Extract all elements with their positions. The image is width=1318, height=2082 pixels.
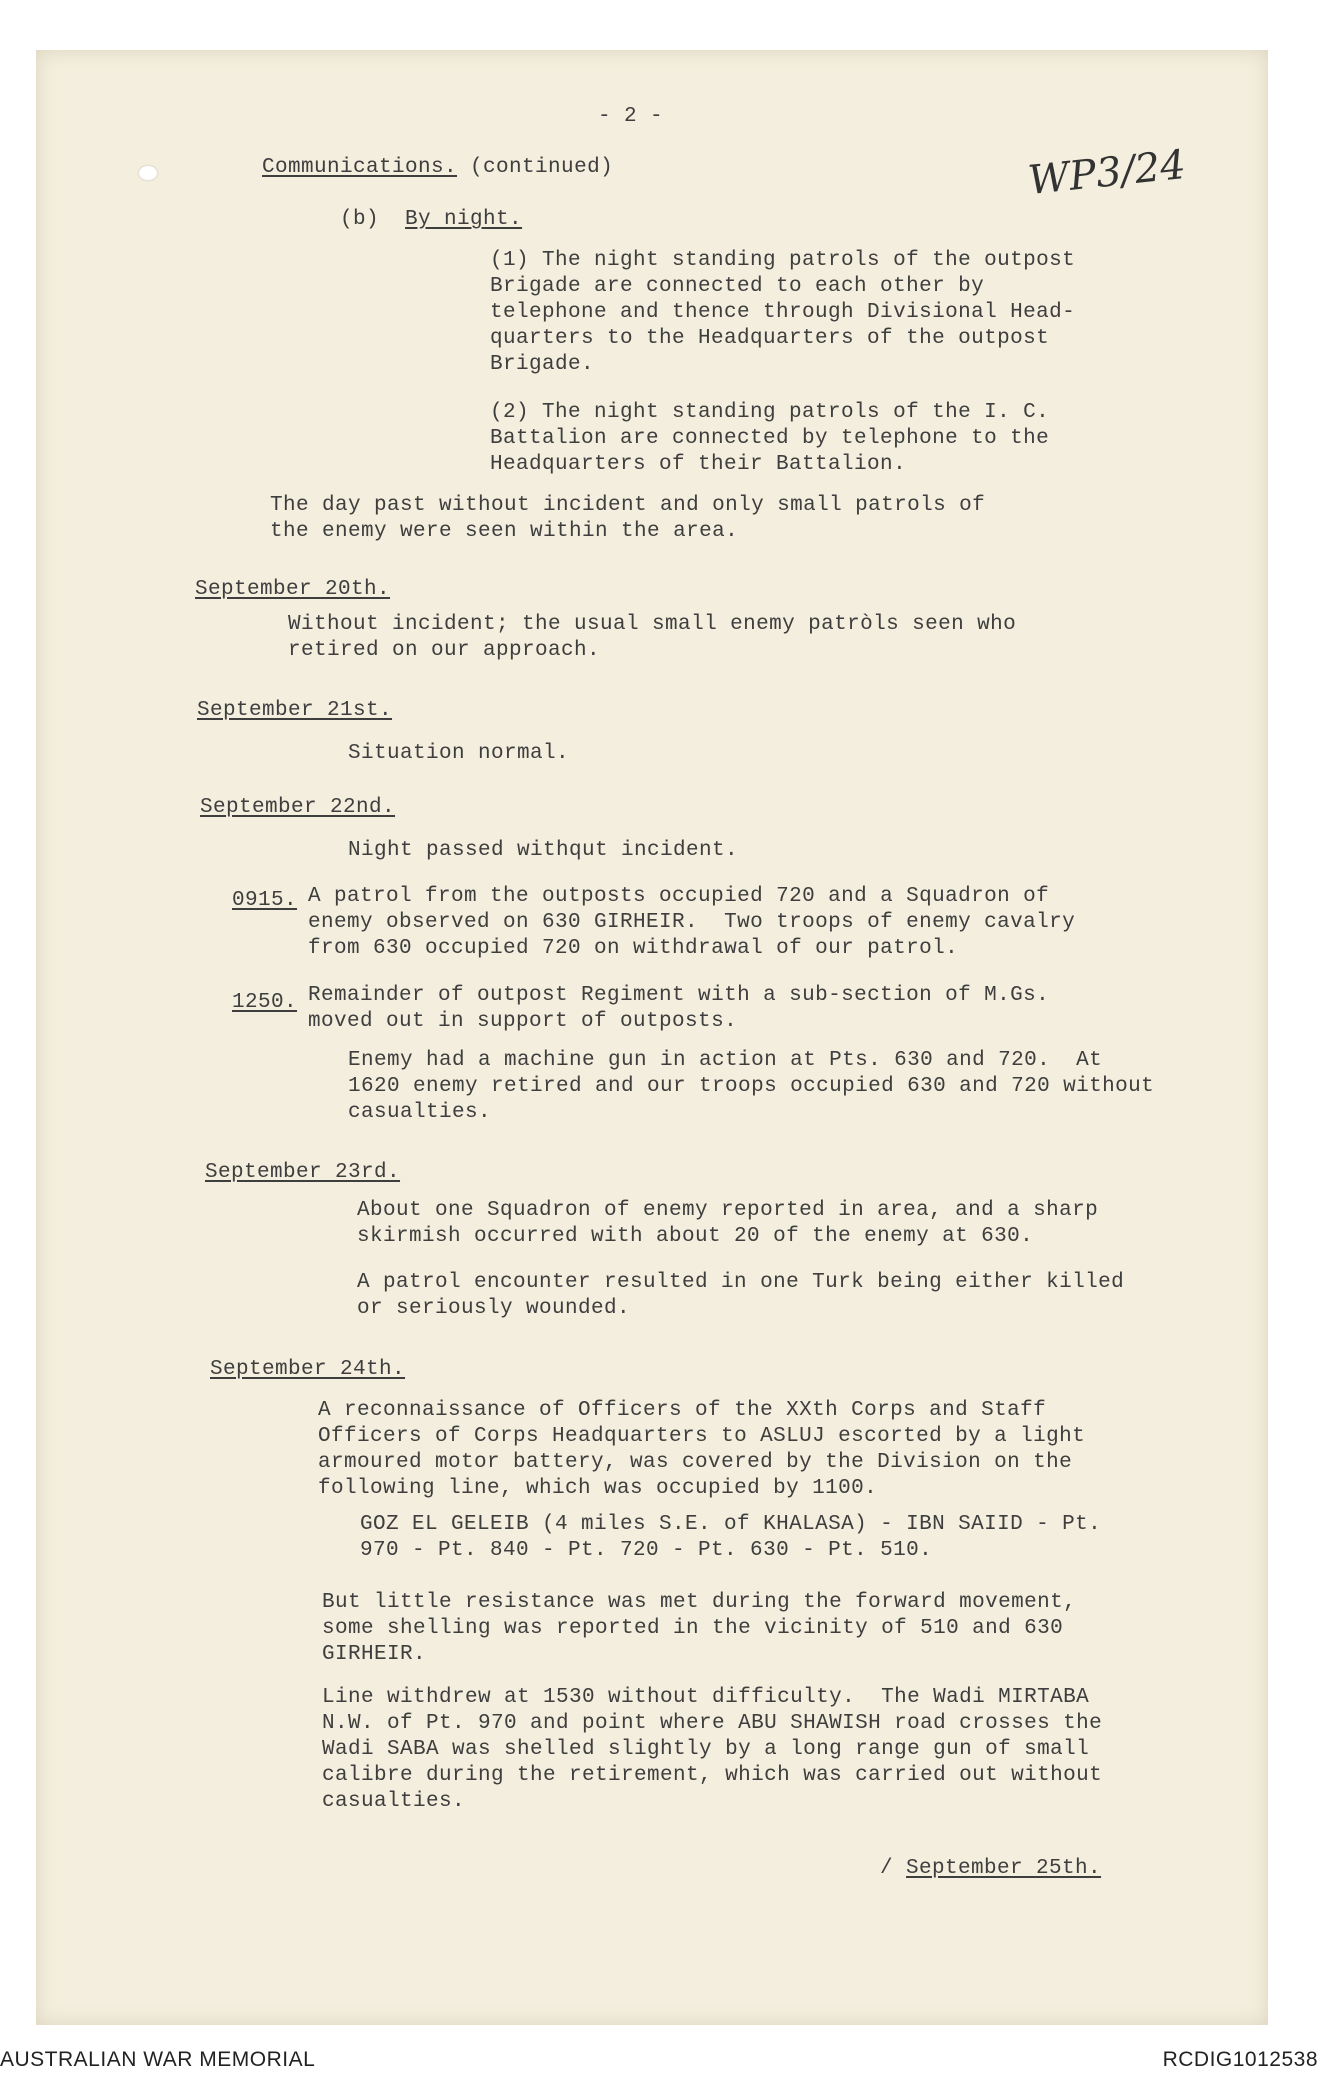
subsection-title: By night. xyxy=(405,208,523,231)
continued-label: (continued) xyxy=(470,156,614,179)
sept24-para-4: Line withdrew at 1530 without difficulty. The Wadi MIRTABA N.W. of Pt. 970 and point where ABU SHAWISH road crosses the Wadi SABA was shelled slightly by a long range gun of small calibre during the retirement, which was carried out without casualties. xyxy=(322,1686,1103,1813)
catchword-text: September 25th. xyxy=(906,1857,1102,1880)
sept22-heading: September 22nd. xyxy=(200,796,396,819)
comm-item-1: (1) The night standing patrols of the outpost Brigade are connected to each other by telephone and thence through Divisional Head- quarters to the Headquarters of the outpost Brigade. xyxy=(490,249,1076,376)
sept23-heading: September 23rd. xyxy=(205,1161,401,1184)
footer-record-id: RCDIG1012538 xyxy=(1162,2048,1318,2071)
sept23-para-2: A patrol encounter resulted in one Turk being either killed or seriously wounded. xyxy=(357,1271,1125,1320)
sept21-text: Situation normal. xyxy=(348,742,570,765)
subsection-b xyxy=(340,207,522,233)
sept20-heading: September 20th. xyxy=(195,578,391,601)
punch-hole xyxy=(139,166,157,180)
sept24-para-1: A reconnaissance of Officers of the XXth Corps and Staff Officers of Corps Headquarters to ASLUJ escorted by a light armoured motor battery, was covered by the Division on the following line, which was occupied by 1100. xyxy=(318,1399,1086,1500)
sept24-para-3: But little resistance was met during the forward movement, some shelling was reported in the vicinity of 510 and 630 GIRHEIR. xyxy=(322,1591,1077,1666)
sept21-heading: September 21st. xyxy=(197,699,393,722)
catchword xyxy=(880,1856,1101,1882)
communications-heading: Communications. xyxy=(262,156,458,179)
handwritten-annotation: WP3/24 xyxy=(1026,141,1188,205)
sept22-entry-1250: Remainder of outpost Regiment with a sub-section of M.Gs. moved out in support of outposts. xyxy=(308,984,1050,1033)
sept20-text: Without incident; the usual small enemy patròls seen who retired on our approach. xyxy=(288,613,1017,662)
sept24-para-2: GOZ EL GELEIB (4 miles S.E. of KHALASA) - IBN SAIID - Pt. 970 - Pt. 840 - Pt. 720 - Pt. 630 - Pt. 510. xyxy=(360,1513,1102,1562)
sept22-paragraph: Enemy had a machine gun in action at Pts. 630 and 720. At 1620 enemy retired and our troops occupied 630 and 720 without casualties. xyxy=(348,1049,1155,1124)
footer-institution: AUSTRALIAN WAR MEMORIAL xyxy=(0,2048,316,2071)
page-number: - 2 - xyxy=(598,105,664,128)
sept22-entry-0915: A patrol from the outposts occupied 720 and a Squadron of enemy observed on 630 GIRHEIR. Two troops of enemy cavalry from 630 occupied 720 on withdrawal of our patrol. xyxy=(308,885,1076,960)
sept23-para-1: About one Squadron of enemy reported in area, and a sharp skirmish occurred with about 20 of the enemy at 630. xyxy=(357,1199,1099,1248)
sept22-time-0915: 0915. xyxy=(232,889,298,912)
catchword-slash: / xyxy=(880,1857,894,1880)
sept22-text: Night passed withqut incident. xyxy=(348,839,739,862)
communications-heading-line xyxy=(262,155,613,181)
subsection-label: (b) xyxy=(340,208,380,231)
sept24-heading: September 24th. xyxy=(210,1358,406,1381)
sept22-time-1250: 1250. xyxy=(232,991,298,1014)
intro-paragraph: The day past without incident and only small patrols of the enemy were seen within the area. xyxy=(270,494,986,543)
comm-item-2: (2) The night standing patrols of the I. C. Battalion are connected by telephone to the Headquarters of their Battalion. xyxy=(490,401,1050,476)
